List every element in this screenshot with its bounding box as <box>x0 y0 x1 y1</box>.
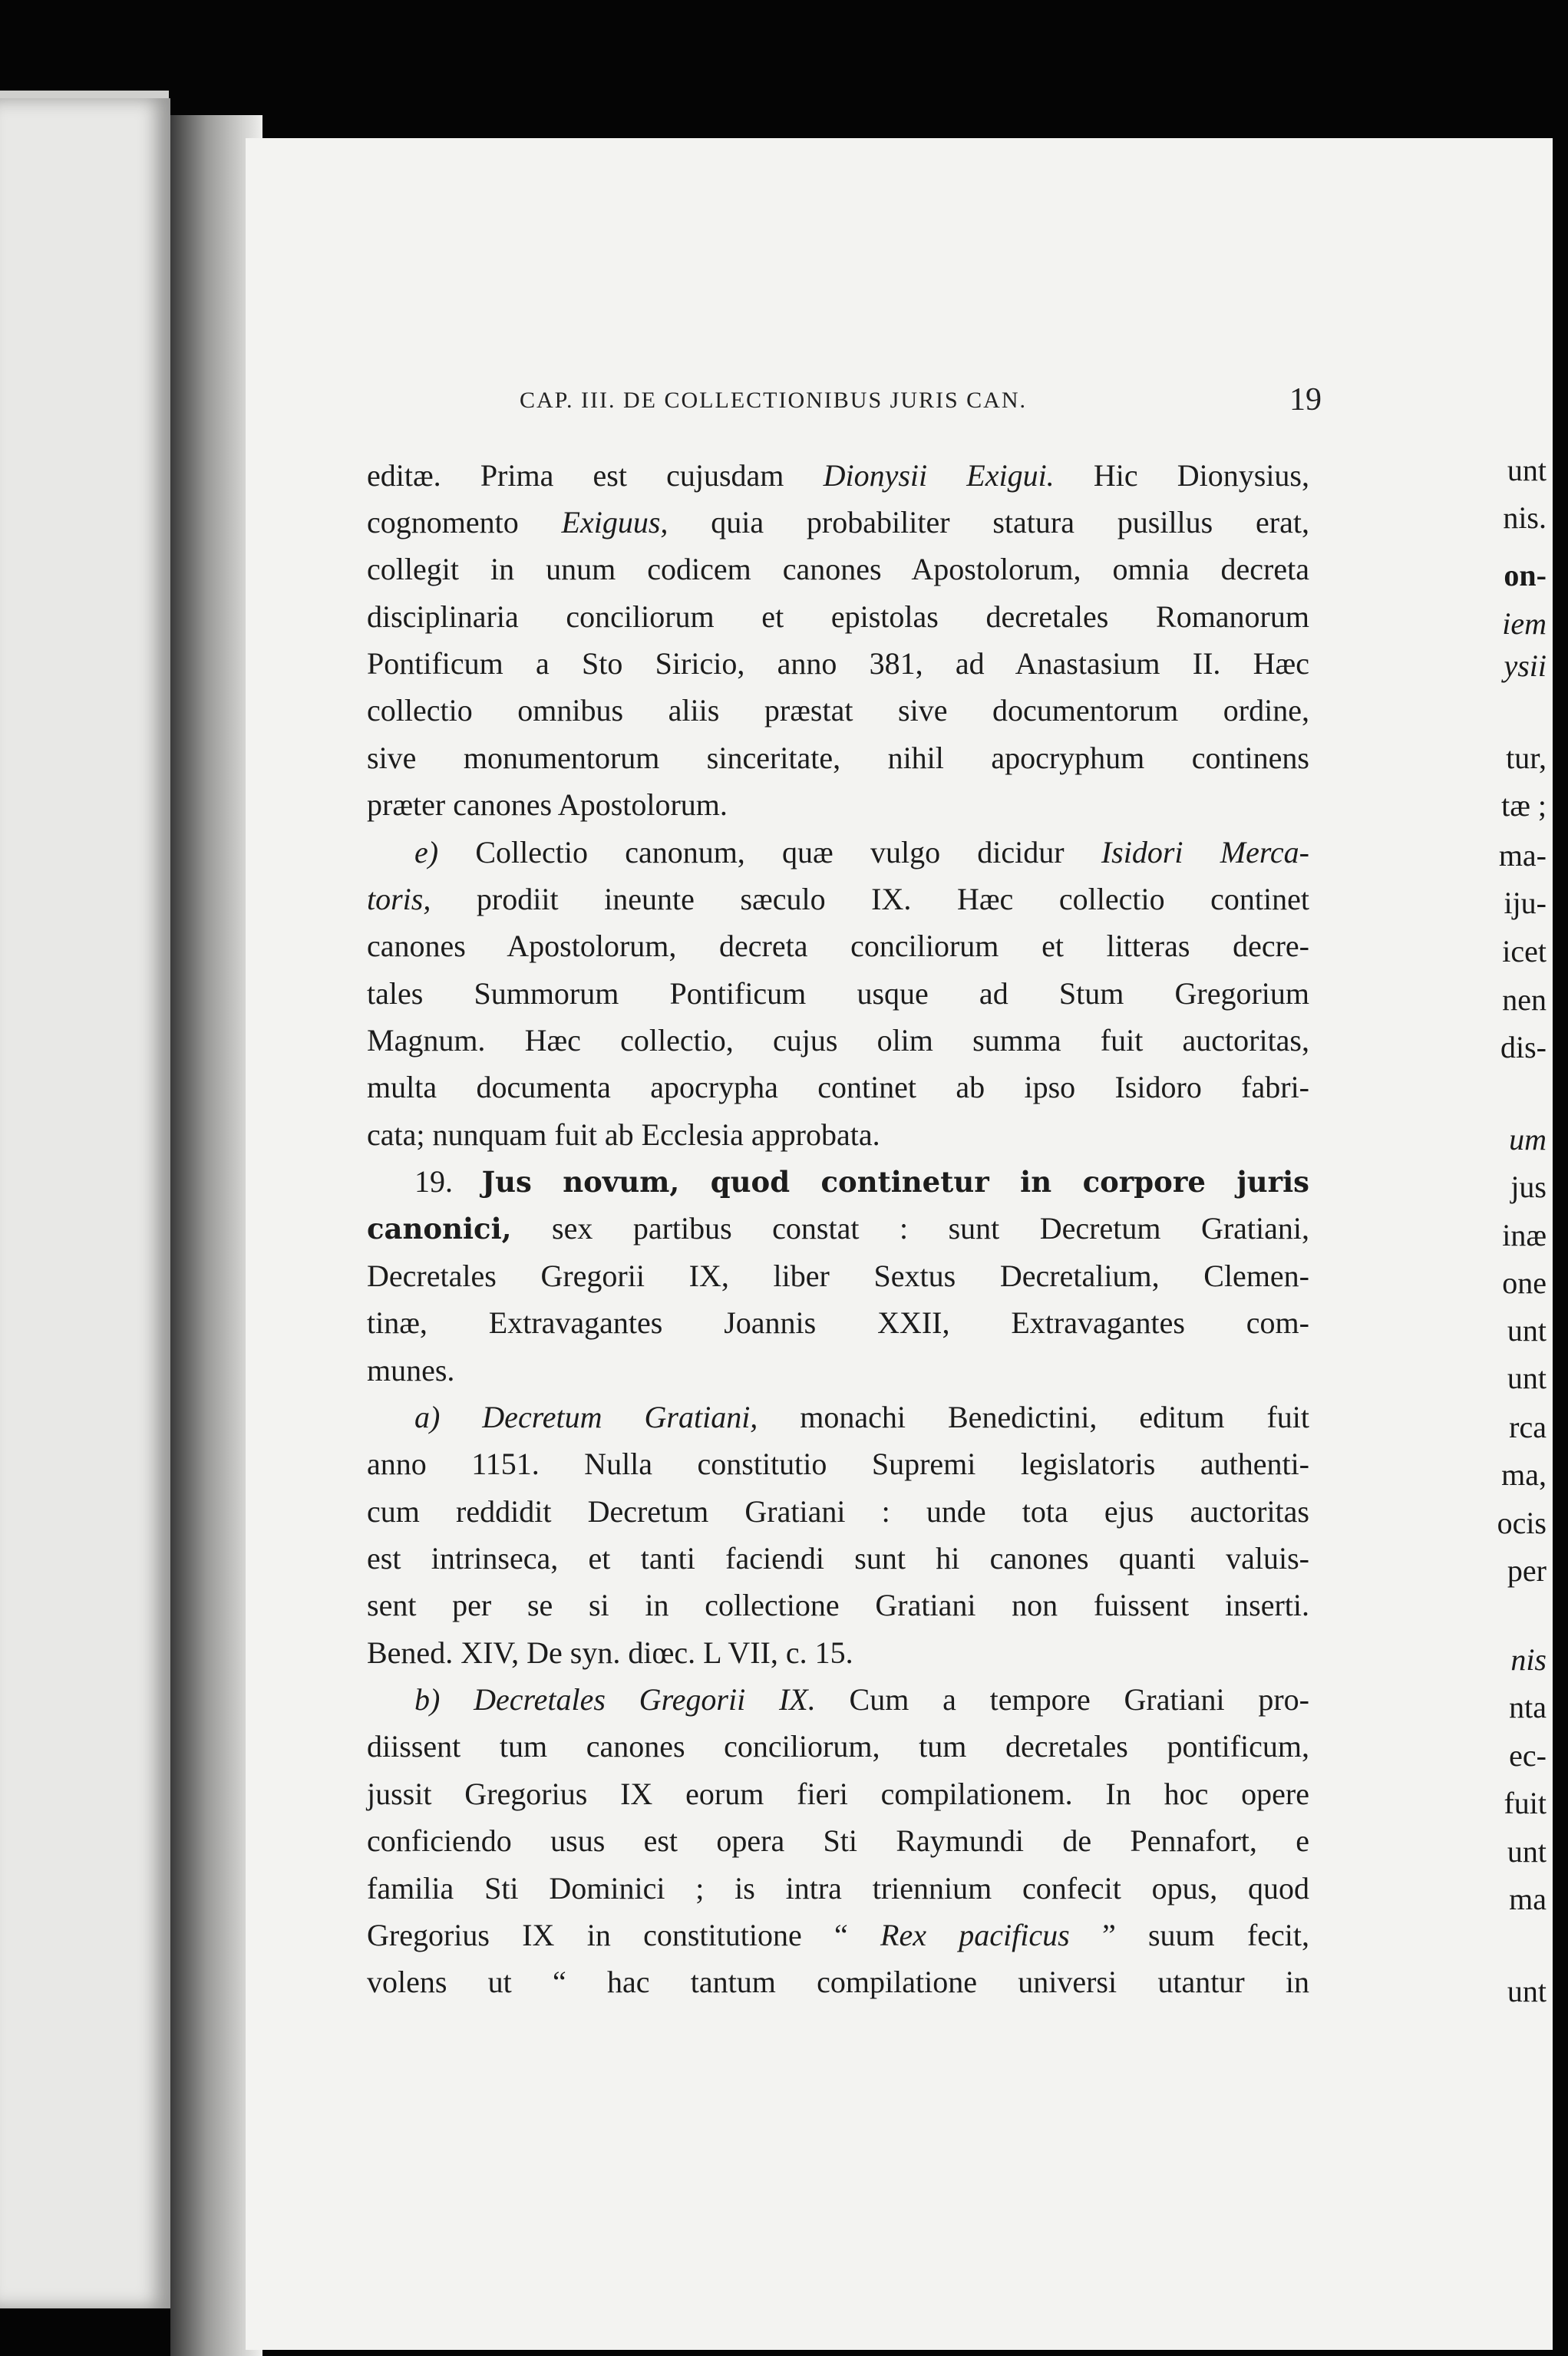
text-run: monachi Benedictini, editum fuit <box>758 1400 1309 1434</box>
previous-page-line-fragment: um <box>1509 1122 1547 1157</box>
text-run: sive monumentorum sinceritate, nihil apocryphum continens <box>367 741 1309 775</box>
previous-page-line-fragment: on- <box>1504 558 1547 592</box>
text-run: editæ. Prima est cujusdam <box>367 458 824 493</box>
previous-page-line-fragment: fuit <box>1504 1786 1547 1820</box>
text-run: diissent tum canones conciliorum, tum decretales pontificum, <box>367 1729 1309 1764</box>
text-line <box>367 1496 1309 1527</box>
text-run: præter canones Apostolorum. <box>367 787 728 822</box>
text-run: cum reddidit Decretum Gratiani : unde tota ejus auctoritas <box>367 1494 1309 1529</box>
italic-text: Dionysii Exigui. <box>823 458 1055 493</box>
text-line <box>367 978 1309 1009</box>
text-line <box>367 931 1309 962</box>
previous-page-line-fragment: unt <box>1507 1974 1547 2008</box>
text-run: Bened. XIV, De syn. diœc. L VII, c. 15. <box>367 1635 853 1670</box>
previous-page-line-fragment: iju- <box>1504 886 1547 920</box>
previous-page-line-fragment: nen <box>1502 982 1547 1017</box>
previous-page-line-fragment: icet <box>1502 934 1547 968</box>
text-run: conficiendo usus est opera Sti Raymundi de Pennafort, e <box>367 1823 1309 1858</box>
text-line <box>367 1449 1309 1480</box>
bold-text: Jus novum, quod continetur in corpore juris <box>481 1165 1309 1199</box>
previous-page <box>0 98 170 2308</box>
text-line <box>367 1873 1309 1904</box>
text-run: munes. <box>367 1353 455 1388</box>
text-line <box>367 1305 1309 1340</box>
text-line <box>367 599 1309 634</box>
text-line <box>367 1355 1309 1386</box>
text-run: Pontificum a Sto Siricio, anno 381, ad Anastasium II. Hæc <box>367 646 1309 681</box>
text-run: familia Sti Dominici ; is intra triennium confecit opus, quod <box>367 1871 1309 1906</box>
text-line <box>367 1261 1309 1292</box>
previous-page-line-fragment: ysii <box>1504 648 1547 683</box>
text-line <box>367 787 1309 822</box>
text-run: prodiit ineunte sæculo IX. Hæc collectio continet <box>431 882 1309 916</box>
text-line <box>414 1682 1310 1717</box>
text-line <box>367 743 1309 774</box>
text-line <box>414 1166 1309 1197</box>
text-run: sex partibus constat : sunt Decretum Gratiani, <box>511 1211 1309 1246</box>
bold-text: canonici, <box>367 1212 512 1246</box>
italic-text: Exiguus, <box>561 505 668 540</box>
text-line <box>367 1779 1309 1810</box>
text-line <box>367 1823 1309 1858</box>
page-number: 19 <box>1289 382 1322 417</box>
italic-text: b) Decretales Gregorii IX. <box>414 1682 816 1717</box>
text-run: canones Apostolorum, decreta conciliorum et litteras decre- <box>367 929 1309 963</box>
italic-text: Isidori Merca- <box>1101 835 1309 869</box>
text-run: Magnum. Hæc collectio, cujus olim summa fuit auctoritas, <box>367 1023 1309 1058</box>
text-run: Cum a tempore Gratiani pro- <box>815 1682 1310 1717</box>
text-line <box>367 695 1309 726</box>
text-line <box>367 1072 1309 1103</box>
text-line <box>367 554 1309 585</box>
previous-page-line-fragment: ec- <box>1509 1738 1547 1773</box>
previous-page-line-fragment: per <box>1507 1553 1547 1588</box>
previous-page-line-fragment: jus <box>1510 1170 1547 1204</box>
text-run: tinæ, Extravagantes Joannis XXII, Extravagantes com- <box>367 1305 1309 1340</box>
text-line <box>367 1025 1309 1056</box>
text-line <box>367 1213 1309 1244</box>
text-run: jussit Gregorius IX eorum fieri compilationem. In hoc opere <box>367 1777 1309 1811</box>
previous-page-line-fragment: tur, <box>1506 741 1547 775</box>
text-line <box>367 1543 1309 1574</box>
italic-text: Rex pacificus <box>880 1918 1070 1952</box>
text-line <box>367 1117 1309 1152</box>
text-run: collegit in unum codicem canones Apostolorum, omnia decreta <box>367 552 1309 586</box>
text-run: tales Summorum Pontificum usque ad Stum Gregorium <box>367 976 1309 1011</box>
text-line <box>367 648 1309 679</box>
previous-page-line-fragment: ma <box>1509 1882 1547 1916</box>
previous-page-line-fragment: dis- <box>1500 1030 1547 1064</box>
previous-page-line-fragment: nta <box>1509 1690 1547 1724</box>
text-line <box>367 1967 1309 1998</box>
previous-page-line-fragment: inæ <box>1502 1218 1547 1252</box>
previous-page-line-fragment: nis. <box>1503 500 1547 535</box>
text-run: Collectio canonum, quæ vulgo dicidur <box>438 835 1101 869</box>
text-line <box>414 837 1309 868</box>
text-run: Gregorius IX in constitutione “ <box>367 1918 881 1952</box>
text-line <box>367 1590 1309 1621</box>
previous-page-line-fragment: one <box>1502 1265 1547 1300</box>
text-line <box>414 1402 1309 1433</box>
previous-page-line-fragment: unt <box>1507 1834 1547 1869</box>
text-line <box>367 507 1309 538</box>
previous-page-line-fragment: unt <box>1507 1313 1547 1348</box>
previous-page-line-fragment: tæ ; <box>1501 788 1547 823</box>
text-run: ” suum fecit, <box>1069 1918 1309 1952</box>
text-run: disciplinaria conciliorum et epistolas decretales Romanorum <box>367 599 1309 634</box>
text-line <box>367 884 1309 915</box>
previous-page-line-fragment: rca <box>1509 1410 1547 1444</box>
previous-page-line-fragment: ocis <box>1497 1506 1547 1540</box>
text-run: sent per se si in collectione Gratiani non fuissent inserti. <box>367 1588 1309 1622</box>
text-run: 19. <box>414 1164 482 1199</box>
previous-page-line-fragment: unt <box>1507 1361 1547 1395</box>
text-run: collectio omnibus aliis præstat sive documentorum ordine, <box>367 693 1309 728</box>
text-line <box>367 460 1309 491</box>
previous-page-line-fragment: iem <box>1502 606 1547 641</box>
text-run: volens ut “ hac tantum compilatione universi utantur in <box>367 1965 1309 1999</box>
previous-page-line-fragment: ma, <box>1501 1457 1547 1492</box>
running-head: CAP. III. DE COLLECTIONIBUS JURIS CAN. <box>520 388 1028 413</box>
text-run: multa documenta apocrypha continet ab ipso Isidoro fabri- <box>367 1070 1309 1104</box>
text-run: cognomento <box>367 505 562 540</box>
previous-page-line-fragment: ma- <box>1498 838 1547 873</box>
italic-text: a) Decretum Gratiani, <box>414 1400 758 1434</box>
text-line <box>367 1731 1309 1762</box>
text-line <box>367 1920 1309 1951</box>
italic-text: e) <box>414 835 439 869</box>
text-run: Decretales Gregorii IX, liber Sextus Decretalium, Clemen- <box>367 1259 1309 1293</box>
previous-page-line-fragment: nis <box>1510 1642 1547 1677</box>
italic-text: toris, <box>367 882 431 916</box>
text-line <box>367 1635 1309 1670</box>
text-run: cata; nunquam fuit ab Ecclesia approbata. <box>367 1117 880 1152</box>
text-run: Hic Dionysius, <box>1054 458 1309 493</box>
previous-page-line-fragment: unt <box>1507 453 1547 487</box>
text-run: quia probabiliter statura pusillus erat, <box>668 505 1309 540</box>
text-run: est intrinseca, et tanti faciendi sunt hi canones quanti valuis- <box>367 1541 1309 1576</box>
text-run: anno 1151. Nulla constitutio Supremi legislatoris authenti- <box>367 1447 1309 1481</box>
